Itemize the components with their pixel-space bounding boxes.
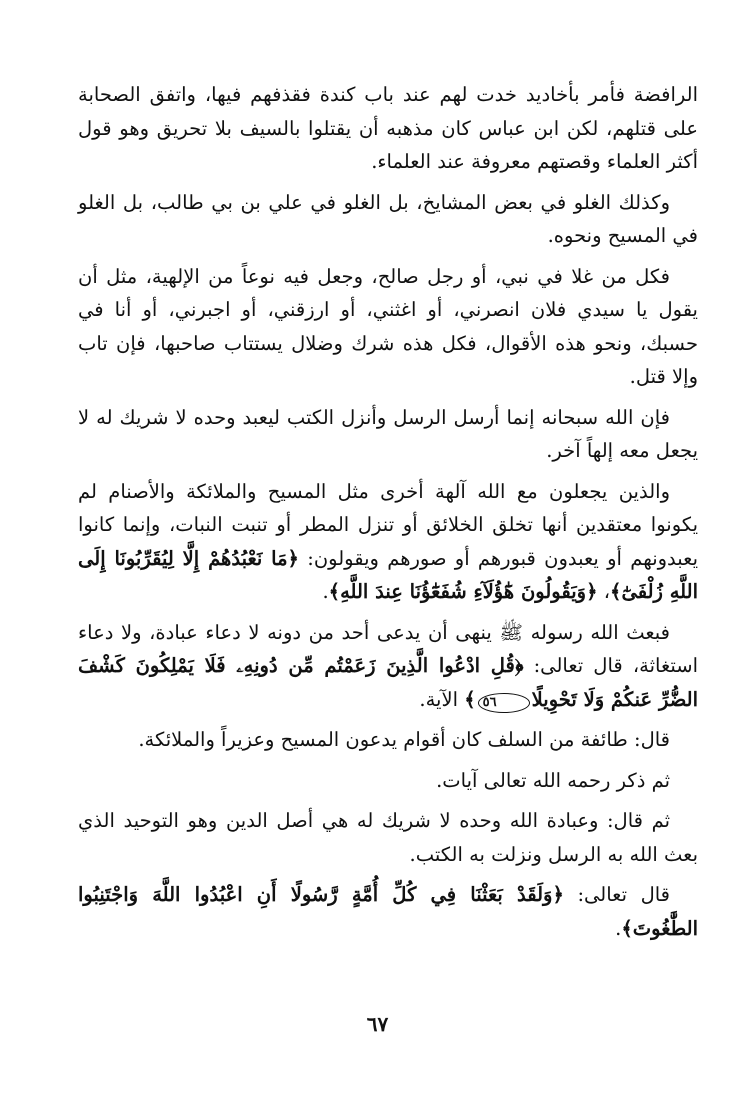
body-text bbox=[78, 78, 698, 952]
paragraph-text: . bbox=[322, 580, 329, 603]
paragraph bbox=[78, 401, 698, 468]
quran-verse: قُلِ ادْعُوا الَّذِينَ زَعَمْتُم مِّن دُونِهِۦ فَلَا يَمْلِكُونَ كَشْفَ الضُّرِّ عَنكُمْ وَلَا تَحْوِيلًا bbox=[78, 654, 698, 711]
ornate-bracket: ﴿ bbox=[552, 883, 564, 906]
paragraph bbox=[78, 878, 698, 945]
paragraph-text: ثم ذكر رحمه الله تعالى آيات. bbox=[436, 768, 670, 792]
ornate-bracket: ﴾ bbox=[621, 916, 633, 940]
quran-verse: وَيَقُولُونَ هَٰٓؤُلَآءِ شُفَعَٰٓؤُنَا عِندَ اللَّهِ bbox=[340, 580, 587, 603]
quran-verse: مَا نَعْبُدُهُمْ إِلَّا لِيُقَرِّبُونَا إِلَى اللَّهِ زُلْفَىٰٓ bbox=[78, 546, 698, 603]
paragraph bbox=[78, 186, 698, 253]
paragraph-text: ، bbox=[597, 580, 611, 603]
paragraph-text: فإن الله سبحانه إنما أرسل الرسل وأنزل الكتب ليعبد وحده لا شريك له لا يجعل معه إلهاً آخر. bbox=[78, 405, 698, 462]
ornate-bracket: ﴿ bbox=[287, 546, 299, 570]
paragraph bbox=[78, 723, 698, 757]
paragraph-text: فكل من غلا في نبي، أو رجل صالح، وجعل فيه نوعاً من الإلهية، مثل أن يقول يا سيدي فلان انصرني، أو اغثني، أو ارزقني، أو اجبرني، أو أنا في حسبك، ونحو هذه الأقوال، فكل هذه شرك وضلال يستتاب صاحبها، فإن تاب وإلا قتل. bbox=[78, 264, 698, 388]
paragraph bbox=[78, 260, 698, 394]
paragraph-text: قال تعالى: bbox=[563, 883, 670, 906]
paragraph bbox=[78, 475, 698, 609]
ornate-bracket: ﴿ bbox=[514, 654, 524, 677]
page-number: ٦٧ bbox=[366, 1012, 389, 1036]
ayah-number: ٥٦ bbox=[478, 693, 530, 713]
paragraph bbox=[78, 616, 698, 717]
ornate-bracket: ﴾ bbox=[328, 580, 341, 603]
paragraph-text: فبعث الله رسوله ﷺ ينهى أن يدعى أحد من دونه لا دعاء عبادة، ولا دعاء استغاثة، قال تعالى: bbox=[78, 620, 698, 677]
paragraph bbox=[78, 764, 698, 798]
ornate-bracket: ﴾ bbox=[610, 580, 622, 603]
ornate-bracket: ﴿ bbox=[586, 580, 598, 603]
paragraph bbox=[78, 804, 698, 871]
paragraph-text: . bbox=[615, 916, 622, 940]
paragraph-text: الآية. bbox=[419, 687, 465, 711]
paragraph-text: الرافضة فأمر بأخاديد خدت لهم عند باب كندة فقذفهم فيها، واتفق الصحابة على قتلهم، لكن ابن عباس كان مذهبه أن يقتلوا بالسيف بلا تحريق وهو قول أكثر العلماء وقصتهم معروفة عند العلماء. bbox=[78, 83, 698, 173]
paragraph bbox=[78, 78, 698, 179]
paragraph-text: ثم قال: وعبادة الله وحده لا شريك له هي أصل الدين وهو التوحيد الذي بعث الله به الرسل ونزلت به الكتب. bbox=[78, 809, 698, 866]
ornate-bracket: ﴾ bbox=[464, 687, 476, 711]
paragraph-text: والذين يجعلون مع الله آلهة أخرى مثل المسيح والملائكة والأصنام لم يكونوا معتقدين أنها تخلق الخلائق أو تنزل المطر أو تنبت النبات، وإنما كانوا يعبدونهم أو يعبدون قبورهم أو صورهم ويقولون: bbox=[78, 479, 698, 570]
paragraph-text: وكذلك الغلو في بعض المشايخ، بل الغلو في علي بن بي طالب، بل الغلو في المسيح ونحوه. bbox=[78, 190, 698, 247]
paragraph-text: قال: طائفة من السلف كان أقوام يدعون المسيح وعزيراً والملائكة. bbox=[138, 728, 670, 751]
quran-verse: وَلَقَدْ بَعَثْنَا فِي كُلِّ أُمَّةٍ رَّسُولًا أَنِ اعْبُدُوا اللَّهَ وَاجْتَنِبُوا الطَّٰغُوتَ bbox=[78, 883, 698, 940]
